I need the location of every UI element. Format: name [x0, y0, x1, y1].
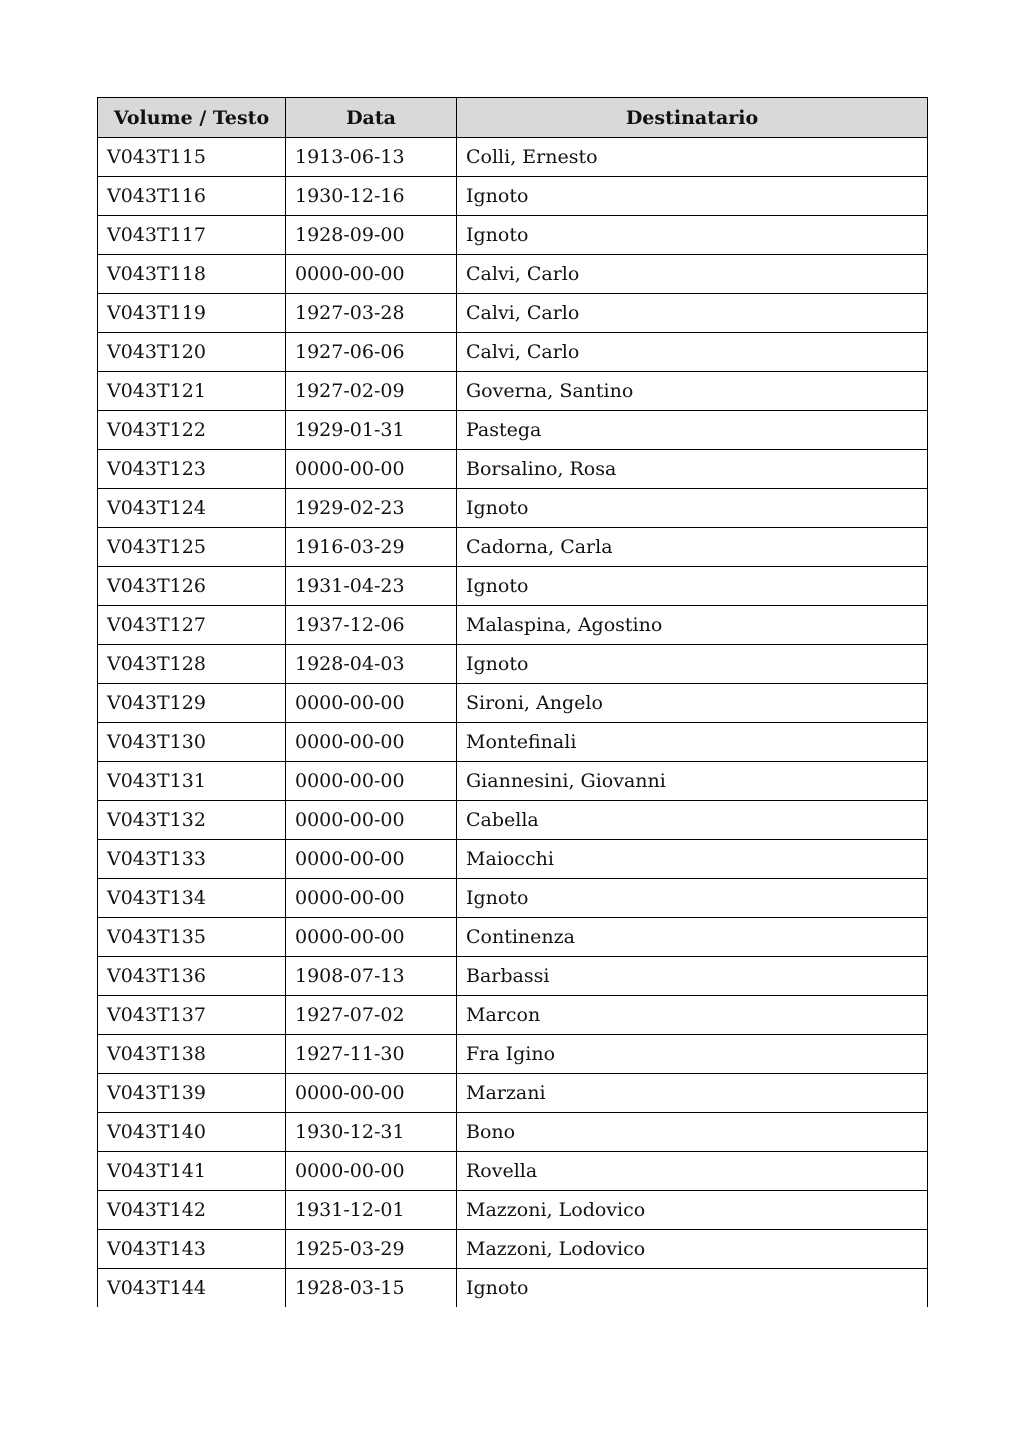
cell-data: 0000-00-00: [286, 1152, 457, 1191]
cell-volume-testo: V043T118: [98, 255, 286, 294]
cell-data: 0000-00-00: [286, 918, 457, 957]
table-row: [98, 177, 928, 216]
cell-destinatario: Ignoto: [457, 216, 928, 255]
header-volume-testo: Volume / Testo: [98, 98, 286, 138]
table-row: [98, 528, 928, 567]
header-row: [98, 98, 928, 138]
cell-destinatario: Borsalino, Rosa: [457, 450, 928, 489]
cell-destinatario: Calvi, Carlo: [457, 333, 928, 372]
cell-destinatario: Marcon: [457, 996, 928, 1035]
table-row: [98, 1152, 928, 1191]
cell-volume-testo: V043T122: [98, 411, 286, 450]
table-body: [98, 138, 928, 1308]
table-row: [98, 996, 928, 1035]
table-row: [98, 450, 928, 489]
cell-volume-testo: V043T140: [98, 1113, 286, 1152]
cell-volume-testo: V043T116: [98, 177, 286, 216]
cell-data: 1916-03-29: [286, 528, 457, 567]
cell-destinatario: Rovella: [457, 1152, 928, 1191]
cell-destinatario: Bono: [457, 1113, 928, 1152]
cell-volume-testo: V043T141: [98, 1152, 286, 1191]
table-row: [98, 918, 928, 957]
cell-volume-testo: V043T135: [98, 918, 286, 957]
cell-destinatario: Pastega: [457, 411, 928, 450]
cell-volume-testo: V043T136: [98, 957, 286, 996]
table-row: [98, 840, 928, 879]
cell-data: 1931-04-23: [286, 567, 457, 606]
cell-destinatario: Fra Igino: [457, 1035, 928, 1074]
letters-table: [97, 97, 928, 1307]
table-row: [98, 723, 928, 762]
cell-data: 1928-09-00: [286, 216, 457, 255]
header-destinatario: Destinatario: [457, 98, 928, 138]
table-row: [98, 1035, 928, 1074]
cell-data: 1930-12-16: [286, 177, 457, 216]
cell-data: 1930-12-31: [286, 1113, 457, 1152]
cell-volume-testo: V043T123: [98, 450, 286, 489]
cell-data: 1928-04-03: [286, 645, 457, 684]
cell-destinatario: Giannesini, Giovanni: [457, 762, 928, 801]
cell-volume-testo: V043T115: [98, 138, 286, 177]
cell-volume-testo: V043T129: [98, 684, 286, 723]
cell-destinatario: Mazzoni, Lodovico: [457, 1230, 928, 1269]
cell-data: 1937-12-06: [286, 606, 457, 645]
cell-volume-testo: V043T127: [98, 606, 286, 645]
cell-data: 0000-00-00: [286, 255, 457, 294]
cell-data: 1927-03-28: [286, 294, 457, 333]
cell-destinatario: Barbassi: [457, 957, 928, 996]
cell-destinatario: Malaspina, Agostino: [457, 606, 928, 645]
cell-volume-testo: V043T142: [98, 1191, 286, 1230]
table-row: [98, 1230, 928, 1269]
table-row: [98, 216, 928, 255]
cell-volume-testo: V043T132: [98, 801, 286, 840]
table-row: [98, 411, 928, 450]
cell-data: 1927-02-09: [286, 372, 457, 411]
cell-data: 0000-00-00: [286, 450, 457, 489]
table-row: [98, 138, 928, 177]
cell-volume-testo: V043T124: [98, 489, 286, 528]
cell-volume-testo: V043T138: [98, 1035, 286, 1074]
cell-data: 0000-00-00: [286, 1074, 457, 1113]
table-row: [98, 372, 928, 411]
cell-destinatario: Ignoto: [457, 1269, 928, 1308]
table-row: [98, 294, 928, 333]
cell-destinatario: Governa, Santino: [457, 372, 928, 411]
table-row: [98, 1113, 928, 1152]
cell-destinatario: Colli, Ernesto: [457, 138, 928, 177]
table-row: [98, 762, 928, 801]
cell-destinatario: Montefinali: [457, 723, 928, 762]
table-row: [98, 645, 928, 684]
cell-volume-testo: V043T121: [98, 372, 286, 411]
table-row: [98, 567, 928, 606]
table-row: [98, 801, 928, 840]
cell-volume-testo: V043T117: [98, 216, 286, 255]
table-row: [98, 684, 928, 723]
table-row: [98, 957, 928, 996]
cell-volume-testo: V043T120: [98, 333, 286, 372]
cell-data: 1931-12-01: [286, 1191, 457, 1230]
cell-volume-testo: V043T144: [98, 1269, 286, 1308]
cell-destinatario: Maiocchi: [457, 840, 928, 879]
cell-destinatario: Calvi, Carlo: [457, 255, 928, 294]
cell-destinatario: Ignoto: [457, 645, 928, 684]
table-row: [98, 1269, 928, 1308]
cell-data: 1929-01-31: [286, 411, 457, 450]
cell-data: 0000-00-00: [286, 801, 457, 840]
table-row: [98, 255, 928, 294]
cell-data: 1928-03-15: [286, 1269, 457, 1308]
cell-destinatario: Continenza: [457, 918, 928, 957]
cell-volume-testo: V043T125: [98, 528, 286, 567]
cell-destinatario: Ignoto: [457, 177, 928, 216]
cell-volume-testo: V043T133: [98, 840, 286, 879]
cell-data: 0000-00-00: [286, 840, 457, 879]
cell-volume-testo: V043T130: [98, 723, 286, 762]
cell-data: 1929-02-23: [286, 489, 457, 528]
cell-destinatario: Marzani: [457, 1074, 928, 1113]
cell-data: 0000-00-00: [286, 684, 457, 723]
cell-destinatario: Cabella: [457, 801, 928, 840]
cell-volume-testo: V043T137: [98, 996, 286, 1035]
cell-destinatario: Calvi, Carlo: [457, 294, 928, 333]
cell-data: 0000-00-00: [286, 879, 457, 918]
cell-destinatario: Ignoto: [457, 879, 928, 918]
table-row: [98, 489, 928, 528]
cell-data: 1927-06-06: [286, 333, 457, 372]
cell-data: 0000-00-00: [286, 762, 457, 801]
cell-volume-testo: V043T119: [98, 294, 286, 333]
cell-data: 0000-00-00: [286, 723, 457, 762]
cell-destinatario: Mazzoni, Lodovico: [457, 1191, 928, 1230]
table-row: [98, 879, 928, 918]
table-header: [98, 98, 928, 138]
cell-data: 1913-06-13: [286, 138, 457, 177]
table-row: [98, 1191, 928, 1230]
header-data: Data: [286, 98, 457, 138]
cell-data: 1925-03-29: [286, 1230, 457, 1269]
cell-destinatario: Ignoto: [457, 567, 928, 606]
cell-destinatario: Cadorna, Carla: [457, 528, 928, 567]
cell-volume-testo: V043T134: [98, 879, 286, 918]
table-row: [98, 333, 928, 372]
cell-volume-testo: V043T139: [98, 1074, 286, 1113]
cell-data: 1927-07-02: [286, 996, 457, 1035]
cell-data: 1927-11-30: [286, 1035, 457, 1074]
cell-volume-testo: V043T128: [98, 645, 286, 684]
table-row: [98, 606, 928, 645]
cell-destinatario: Sironi, Angelo: [457, 684, 928, 723]
cell-volume-testo: V043T131: [98, 762, 286, 801]
cell-destinatario: Ignoto: [457, 489, 928, 528]
cell-volume-testo: V043T143: [98, 1230, 286, 1269]
cell-data: 1908-07-13: [286, 957, 457, 996]
table-row: [98, 1074, 928, 1113]
cell-volume-testo: V043T126: [98, 567, 286, 606]
